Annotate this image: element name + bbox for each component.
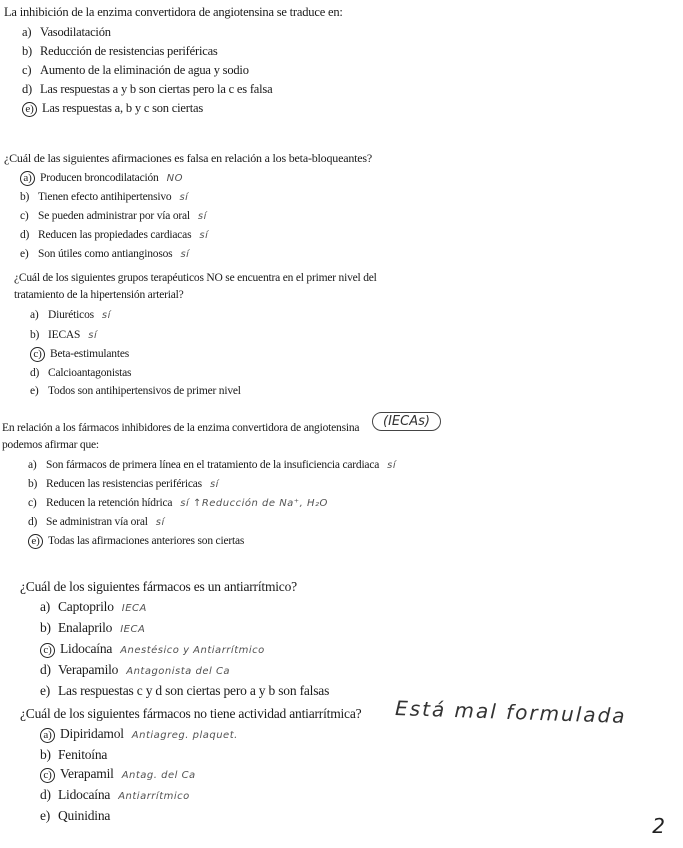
question-stem: ¿Cuál de los siguientes fármacos no tiene actividad antiarrítmica?: [20, 706, 362, 721]
question-stem-line-2: tratamiento de la hipertensión arterial?: [14, 289, 184, 301]
option-list: [0, 456, 683, 551]
question-stem: La inhibición de la enzima convertidora de angiotensina se traduce en:: [4, 5, 343, 19]
page-number: 2: [652, 814, 665, 838]
option-c-circled: c) Verapamil Antag. del Ca: [40, 764, 683, 785]
option-list: [0, 724, 683, 825]
option-e: e) Todos son antihipertensivos de primer nivel: [30, 385, 241, 397]
handwritten-note: Anestésico y Antiarrítmico: [120, 645, 265, 656]
handwritten-note: Antag. del Ca: [121, 770, 196, 781]
handwritten-note: sí: [179, 192, 189, 203]
question-2: [0, 150, 683, 264]
option-d: d) Reducen las propiedades cardiacas sí: [20, 229, 209, 241]
handwritten-ieca-note: (IECAs): [372, 412, 441, 431]
circle-mark-icon: e): [22, 102, 37, 117]
option-d: d) Lidocaína Antiarrítmico: [40, 787, 190, 802]
question-5: [0, 578, 683, 700]
option-d: d) Las respuestas a y b son ciertas pero la c es falsa: [22, 82, 273, 96]
circle-mark-icon: c): [40, 643, 55, 658]
handwritten-note: sí: [101, 310, 111, 321]
handwritten-note: sí ↑Reducción de Na⁺, H₂O: [180, 498, 328, 509]
handwritten-note: sí: [387, 460, 397, 471]
option-a: a) Captoprilo IECA: [40, 599, 147, 614]
option-b: b) Reducción de resistencias periféricas: [22, 44, 218, 58]
question-stem: ¿Cuál de las siguientes afirmaciones es falsa en relación a los beta-bloqueantes?: [4, 151, 372, 165]
option-c-circled: c) Beta-estimulantes: [30, 345, 683, 364]
handwritten-note: sí: [199, 230, 209, 241]
handwritten-note: sí: [155, 517, 165, 528]
circle-mark-icon: e): [28, 534, 43, 549]
option-e-circled: e) Todas las afirmaciones anteriores son ciertas: [28, 532, 683, 551]
circle-mark-icon: a): [40, 728, 55, 743]
handwritten-note: sí: [209, 479, 219, 490]
option-d: d) Calcioantagonistas: [30, 366, 132, 379]
option-b: b) Tienen efecto antihipertensivo sí: [20, 191, 189, 203]
option-e: e) Las respuestas c y d son ciertas pero a y b son falsas: [40, 683, 330, 698]
handwritten-note: sí: [180, 249, 190, 260]
circle-mark-icon: c): [30, 347, 45, 362]
question-3: [0, 270, 683, 401]
option-a: a) Vasodilatación: [22, 25, 111, 39]
question-1: [0, 4, 683, 118]
option-c: c) Reducen la retención hídrica sí ↑Reducción de Na⁺, H₂O: [28, 497, 328, 509]
circle-mark-icon: a): [20, 171, 35, 186]
option-list: [0, 169, 683, 264]
question-4: [0, 420, 683, 551]
question-stem-line-2: podemos afirmar que:: [2, 439, 99, 451]
option-a: a) Diuréticos sí: [30, 309, 111, 321]
question-stem: ¿Cuál de los siguientes fármacos es un antiarrítmico?: [20, 579, 297, 594]
option-list: [0, 23, 683, 118]
option-a: a) Son fármacos de primera línea en el tratamiento de la insuficiencia cardiaca sí: [28, 459, 397, 471]
question-stem-line-1: En relación a los fármacos inhibidores de la enzima convertidora de angiotensina: [2, 422, 360, 434]
circle-mark-icon: c): [40, 768, 55, 783]
handwritten-note: IECA: [120, 624, 146, 635]
option-b: b) IECAS sí: [30, 328, 98, 341]
option-list: [0, 597, 683, 700]
option-c: c) Se pueden administrar por vía oral sí: [20, 210, 207, 222]
option-d: d) Verapamilo Antagonista del Ca: [40, 662, 231, 677]
handwritten-note: sí: [88, 329, 98, 341]
option-b: b) Enalaprilo IECA: [40, 620, 146, 635]
option-b: b) Reducen las resistencias periféricas sí: [28, 478, 219, 490]
option-d: d) Se administran vía oral sí: [28, 516, 165, 528]
option-a-circled: a) Dipiridamol Antiagreg. plaquet.: [40, 724, 683, 745]
option-c: c) Aumento de la eliminación de agua y sodio: [22, 63, 249, 77]
handwritten-note: IECA: [121, 603, 147, 614]
option-e-circled: e) Las respuestas a, b y c son ciertas: [22, 99, 683, 118]
handwritten-note: Antagonista del Ca: [126, 666, 231, 677]
option-e: e) Son útiles como antianginosos sí: [20, 248, 190, 260]
handwritten-note: sí: [197, 211, 207, 222]
question-stem-line-1: ¿Cuál de los siguientes grupos terapéuticos NO se encuentra en el primer nivel del: [14, 272, 377, 284]
handwritten-note: NO: [166, 173, 183, 184]
option-a-circled: a) Producen broncodilatación NO: [20, 169, 683, 188]
option-b: b) Fenitoína: [40, 747, 108, 762]
handwritten-note: Antiagreg. plaquet.: [131, 730, 238, 741]
handwritten-mal-formulada-note: Está mal formulada: [394, 695, 627, 729]
handwritten-note: Antiarrítmico: [118, 791, 190, 802]
option-c-circled: c) Lidocaína Anestésico y Antiarrítmico: [40, 639, 683, 660]
option-e: e) Quinidina: [40, 808, 111, 823]
option-list: [0, 306, 683, 401]
